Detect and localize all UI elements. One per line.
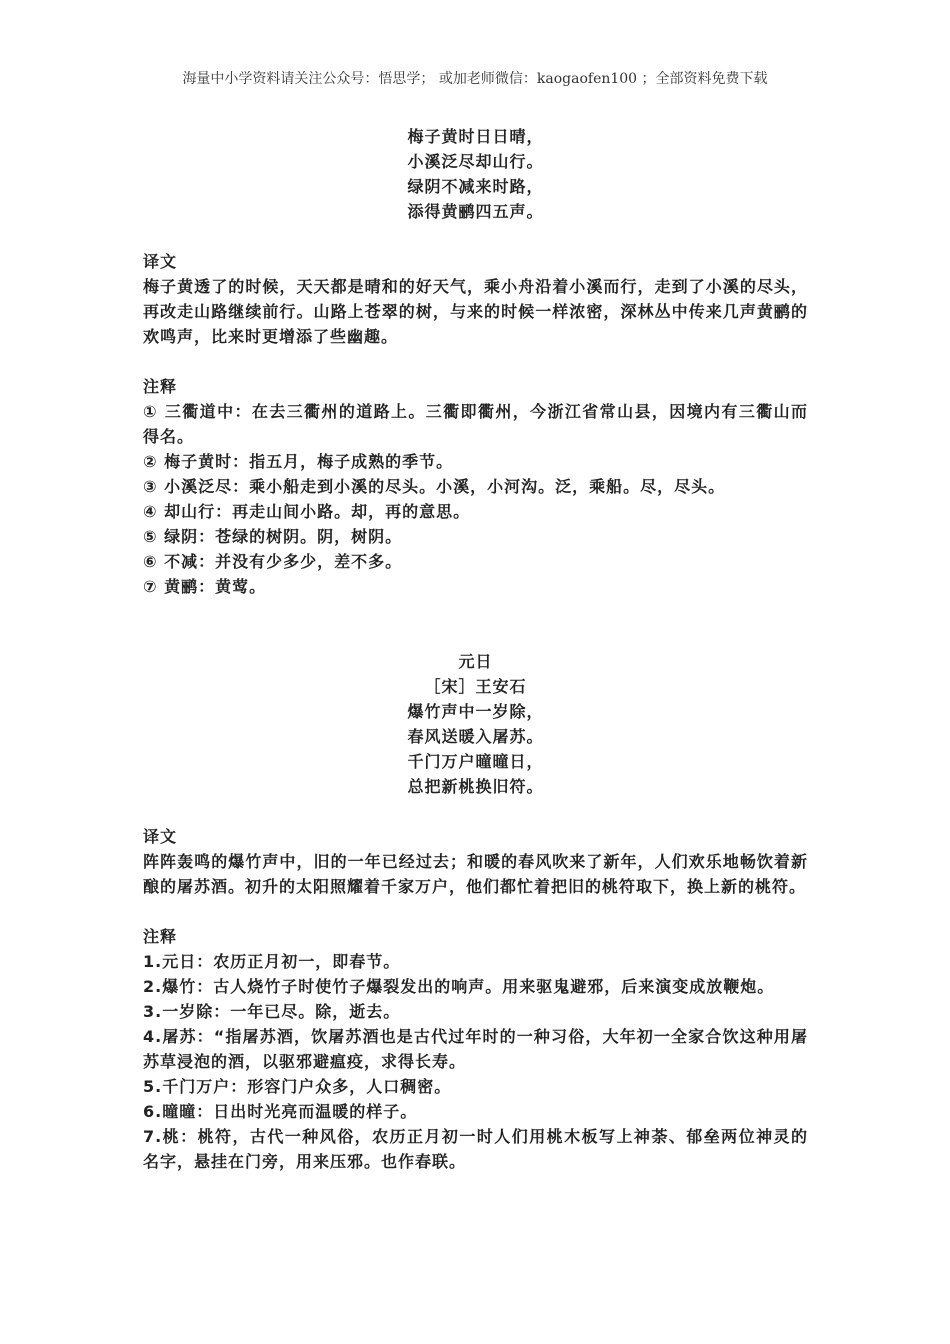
poem2-line: 春风送暖入屠苏。 — [407, 727, 544, 746]
page-header: 海量中小学资料请关注公众号：悟思学； 或加老师微信：kaogaofen100 ；全部资料免费下载 — [182, 71, 768, 87]
section-spacer — [143, 599, 808, 649]
poem1-line: 梅子黄时日日晴， — [407, 127, 544, 146]
poem1-line: 小溪泛尽却山行。 — [407, 152, 544, 171]
poem1-line: 绿阴不减来时路， — [407, 177, 544, 196]
poem2-notes-title: 注释 — [143, 927, 178, 946]
poem2-notes — [143, 949, 808, 1174]
poem2-line: 总把新桃换旧符。 — [407, 777, 544, 796]
poem1-notes-title: 注释 — [143, 377, 178, 396]
note-item: 1.元日：农历正月初一，即春节。 — [143, 952, 401, 971]
poem1-lines — [143, 124, 808, 224]
note-item: ① 三衢道中：在去三衢州的道路上。三衢即衢州，今浙江省常山县，因境内有三衢山而得名。 — [143, 402, 808, 446]
note-item: 5.千门万户：形容门户众多，人口稠密。 — [143, 1077, 452, 1096]
note-item: ⑥ 不减：并没有少多少，差不多。 — [143, 552, 403, 571]
poem2-line: 千门万户曈曈日， — [407, 752, 544, 771]
poem2-translation-title: 译文 — [143, 827, 178, 846]
note-item: 7.桃：桃符，古代一种风俗，农历正月初一时人们用桃木板写上神荼、郁垒两位神灵的名字，悬挂在门旁，用来压邪。也作春联。 — [143, 1127, 808, 1171]
note-item: ⑦ 黄鹂：黄莺。 — [143, 577, 267, 596]
note-item: 4.屠苏：“指屠苏酒，饮屠苏酒也是古代过年时的一种习俗，大年初一全家合饮这种用屠苏草浸泡的酒，以驱邪避瘟疫，求得长寿。 — [143, 1027, 808, 1071]
note-item: ③ 小溪泛尽：乘小船走到小溪的尽头。小溪，小河沟。泛，乘船。尽，尽头。 — [143, 477, 726, 496]
poem1-line: 添得黄鹂四五声。 — [407, 202, 544, 221]
poem2-translation: 阵阵轰鸣的爆竹声中，旧的一年已经过去；和暖的春风吹来了新年，人们欢乐地畅饮着新酿的屠苏酒。初升的太阳照耀着千家万户，他们都忙着把旧的桃符取下，换上新的桃符。 — [143, 852, 808, 896]
note-item: ⑤ 绿阴：苍绿的树阴。阴，树阴。 — [143, 527, 403, 546]
poem1-translation: 梅子黄透了的时候，天天都是晴和的好天气，乘小舟沿着小溪而行，走到了小溪的尽头，再改走山路继续前行。山路上苍翠的树，与来的时候一样浓密，深林丛中传来几声黄鹂的欢鸣声，比来时更增添了些幽趣。 — [143, 277, 808, 346]
note-item: ② 梅子黄时：指五月，梅子成熟的季节。 — [143, 452, 454, 471]
note-item: ④ 却山行：再走山间小路。却，再的意思。 — [143, 502, 471, 521]
note-item: 3.一岁除：一年已尽。除，逝去。 — [143, 1002, 401, 1021]
poem1-notes — [143, 399, 808, 599]
poem2-header — [143, 649, 808, 799]
document-body — [143, 124, 808, 1174]
poem2-line: 爆竹声中一岁除， — [407, 702, 544, 721]
note-item: 6.曈曈：日出时光亮而温暖的样子。 — [143, 1102, 418, 1121]
poem2-author: ［宋］王安石 — [424, 677, 527, 696]
poem1-translation-title: 译文 — [143, 252, 178, 271]
poem2-title: 元日 — [458, 652, 493, 671]
note-item: 2.爆竹：古人烧竹子时使竹子爆裂发出的响声。用来驱鬼避邪，后来演变成放鞭炮。 — [143, 977, 775, 996]
